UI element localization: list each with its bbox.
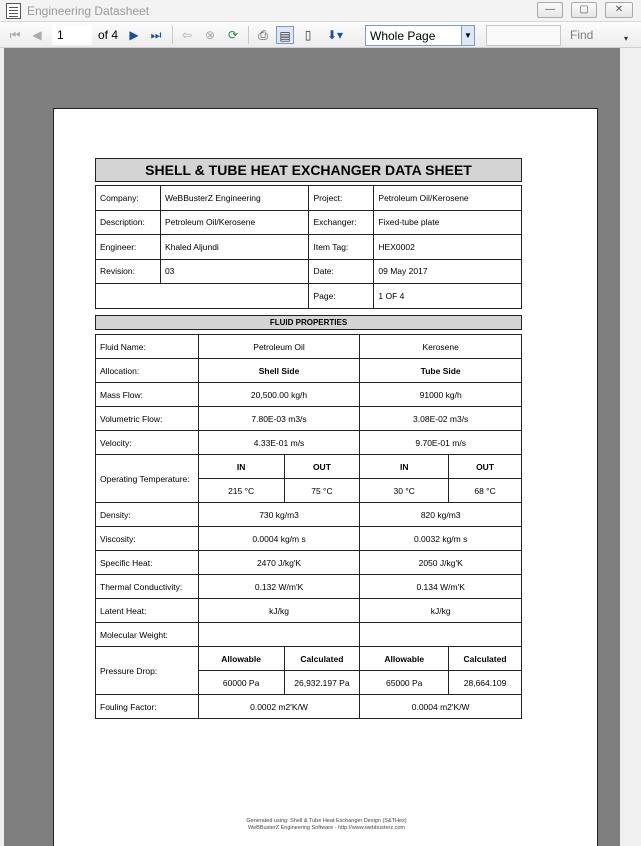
table-row: [96, 551, 522, 575]
volflow-shell: 7.80E-03 m3/s: [198, 407, 360, 431]
shell-out-header: OUT: [284, 455, 360, 479]
fouling-tube: 0.0004 m2'K/W: [360, 695, 522, 719]
thermcond-tube: 0.134 W/m'K: [360, 575, 522, 599]
viscosity-shell: 0.0004 kg/m s: [198, 527, 360, 551]
date-label: Date:: [309, 259, 374, 284]
table-row: [96, 575, 522, 599]
viscosity-label: Viscosity:: [96, 527, 199, 551]
pdrop-label: Pressure Drop:: [96, 647, 199, 695]
description-value: Petroleum Oil/Kerosene: [160, 210, 309, 235]
shell-calculated-header: Calculated: [284, 647, 360, 671]
pdrop-tube-allowable: 65000 Pa: [360, 671, 449, 695]
massflow-tube: 91000 kg/h: [360, 383, 522, 407]
page-value: 1 OF 4: [374, 284, 522, 309]
header-table: [95, 185, 522, 309]
allocation-tube: Tube Side: [360, 359, 522, 383]
fouling-label: Fouling Factor:: [96, 695, 199, 719]
empty-cell: [96, 284, 309, 309]
footer-line-2: WeBBusterZ Engineering Software - http://www.webbusterz.com: [247, 825, 406, 831]
export-icon[interactable]: ⬇▾: [326, 28, 344, 42]
latent-tube: kJ/kg: [360, 599, 522, 623]
temp-shell-in: 215 °C: [198, 479, 284, 503]
table-row: [96, 335, 522, 359]
fouling-shell: 0.0002 m2'K/W: [198, 695, 360, 719]
project-label: Project:: [309, 186, 374, 211]
refresh-icon[interactable]: ⟳: [227, 28, 239, 42]
temp-tube-in: 30 °C: [360, 479, 449, 503]
specheat-shell: 2470 J/kg'K: [198, 551, 360, 575]
current-page-input[interactable]: [52, 25, 92, 45]
report-toolbar: [0, 22, 641, 48]
viscosity-tube: 0.0032 kg/m s: [360, 527, 522, 551]
allocation-shell: Shell Side: [198, 359, 360, 383]
footer-line-1: Generated using: Shell & Tube Heat Exchanger Design (S&THex): [246, 818, 407, 824]
sheet-title: SHELL & TUBE HEAT EXCHANGER DATA SHEET: [95, 158, 522, 182]
back-icon[interactable]: ⇦: [181, 28, 193, 42]
close-button[interactable]: ✕: [605, 2, 633, 18]
maximize-button[interactable]: ▢: [571, 2, 597, 18]
revision-label: Revision:: [96, 259, 161, 284]
stop-icon[interactable]: ⊗: [204, 28, 216, 42]
fluid-name-label: Fluid Name:: [96, 335, 199, 359]
fluid-properties-table: [95, 334, 522, 719]
table-row: [96, 623, 522, 647]
temp-tube-out: 68 °C: [449, 479, 522, 503]
minimize-button[interactable]: —: [537, 2, 563, 18]
itemtag-label: Item Tag:: [309, 235, 374, 260]
table-row: [96, 186, 522, 211]
shell-allowable-header: Allowable: [198, 647, 284, 671]
molweight-tube: [360, 623, 522, 647]
specheat-tube: 2050 J/kg'K: [360, 551, 522, 575]
table-row: [96, 431, 522, 455]
table-row: [96, 210, 522, 235]
toolbar-separator: [172, 26, 173, 44]
last-page-icon[interactable]: ⏭: [150, 28, 162, 42]
volflow-tube: 3.08E-02 m3/s: [360, 407, 522, 431]
table-row: [96, 503, 522, 527]
density-tube: 820 kg/m3: [360, 503, 522, 527]
table-row: [96, 527, 522, 551]
table-row: [96, 383, 522, 407]
project-value: Petroleum Oil/Kerosene: [374, 186, 522, 211]
toolbar-separator: [248, 26, 249, 44]
exchanger-value: Fixed-tube plate: [374, 210, 522, 235]
title-bar: [0, 0, 641, 22]
page-label: Page:: [309, 284, 374, 309]
volflow-label: Volumetric Flow:: [96, 407, 199, 431]
pdrop-tube-calculated: 28,664.109: [449, 671, 522, 695]
velocity-tube: 9.70E-01 m/s: [360, 431, 522, 455]
report-page: [53, 108, 598, 846]
allocation-label: Allocation:: [96, 359, 199, 383]
page-setup-icon[interactable]: ▯: [304, 28, 312, 42]
tube-out-header: OUT: [449, 455, 522, 479]
fluid-properties-title: FLUID PROPERTIES: [95, 315, 522, 330]
table-row: [96, 359, 522, 383]
print-icon[interactable]: ⎙: [258, 28, 268, 42]
print-layout-icon[interactable]: ▤: [276, 26, 294, 44]
description-label: Description:: [96, 210, 161, 235]
itemtag-value: HEX0002: [374, 235, 522, 260]
tube-allowable-header: Allowable: [360, 647, 449, 671]
shell-in-header: IN: [198, 455, 284, 479]
table-row: [96, 407, 522, 431]
table-row: [96, 455, 522, 479]
zoom-select[interactable]: [365, 25, 475, 46]
massflow-shell: 20,500.00 kg/h: [198, 383, 360, 407]
tube-in-header: IN: [360, 455, 449, 479]
previous-page-icon[interactable]: ◀: [32, 28, 42, 42]
velocity-label: Velocity:: [96, 431, 199, 455]
app-icon: [6, 3, 21, 19]
report-viewport[interactable]: [4, 48, 620, 846]
density-shell: 730 kg/m3: [198, 503, 360, 527]
company-value: WeBBusterZ Engineering: [160, 186, 309, 211]
temp-shell-out: 75 °C: [284, 479, 360, 503]
optemp-label: Operating Temperature:: [96, 455, 199, 503]
exchanger-label: Exchanger:: [309, 210, 374, 235]
table-row: [96, 695, 522, 719]
page-count: of 4: [98, 28, 119, 42]
toolbar-overflow-icon[interactable]: ▾: [624, 34, 629, 43]
engineer-label: Engineer:: [96, 235, 161, 260]
engineer-value: Khaled Aljundi: [160, 235, 309, 260]
find-input[interactable]: [486, 25, 561, 46]
thermcond-label: Thermal Conductivity:: [96, 575, 199, 599]
table-row: [96, 647, 522, 671]
density-label: Density:: [96, 503, 199, 527]
table-row: [96, 284, 522, 309]
pdrop-shell-allowable: 60000 Pa: [198, 671, 284, 695]
chevron-down-icon[interactable]: ▼: [461, 26, 474, 45]
massflow-label: Mass Flow:: [96, 383, 199, 407]
first-page-icon[interactable]: ⏮: [9, 28, 21, 42]
revision-value: 03: [160, 259, 309, 284]
latent-label: Latent Heat:: [96, 599, 199, 623]
table-row: [96, 235, 522, 260]
thermcond-shell: 0.132 W/m'K: [198, 575, 360, 599]
zoom-value: Whole Page: [370, 29, 436, 43]
molweight-shell: [198, 623, 360, 647]
window-title: Engineering Datasheet: [27, 4, 150, 18]
vertical-scrollbar[interactable]: [620, 48, 641, 846]
page-footer: [54, 818, 599, 832]
next-page-icon[interactable]: ▶: [129, 28, 139, 42]
latent-shell: kJ/kg: [198, 599, 360, 623]
find-button[interactable]: Find: [570, 28, 594, 42]
company-label: Company:: [96, 186, 161, 211]
molweight-label: Molecular Weight:: [96, 623, 199, 647]
pdrop-shell-calculated: 26,932.197 Pa: [284, 671, 360, 695]
velocity-shell: 4.33E-01 m/s: [198, 431, 360, 455]
specheat-label: Specific Heat:: [96, 551, 199, 575]
table-row: [96, 259, 522, 284]
tube-calculated-header: Calculated: [449, 647, 522, 671]
table-row: [96, 599, 522, 623]
fluid-name-shell: Petroleum Oil: [198, 335, 360, 359]
date-value: 09 May 2017: [374, 259, 522, 284]
fluid-name-tube: Kerosene: [360, 335, 522, 359]
